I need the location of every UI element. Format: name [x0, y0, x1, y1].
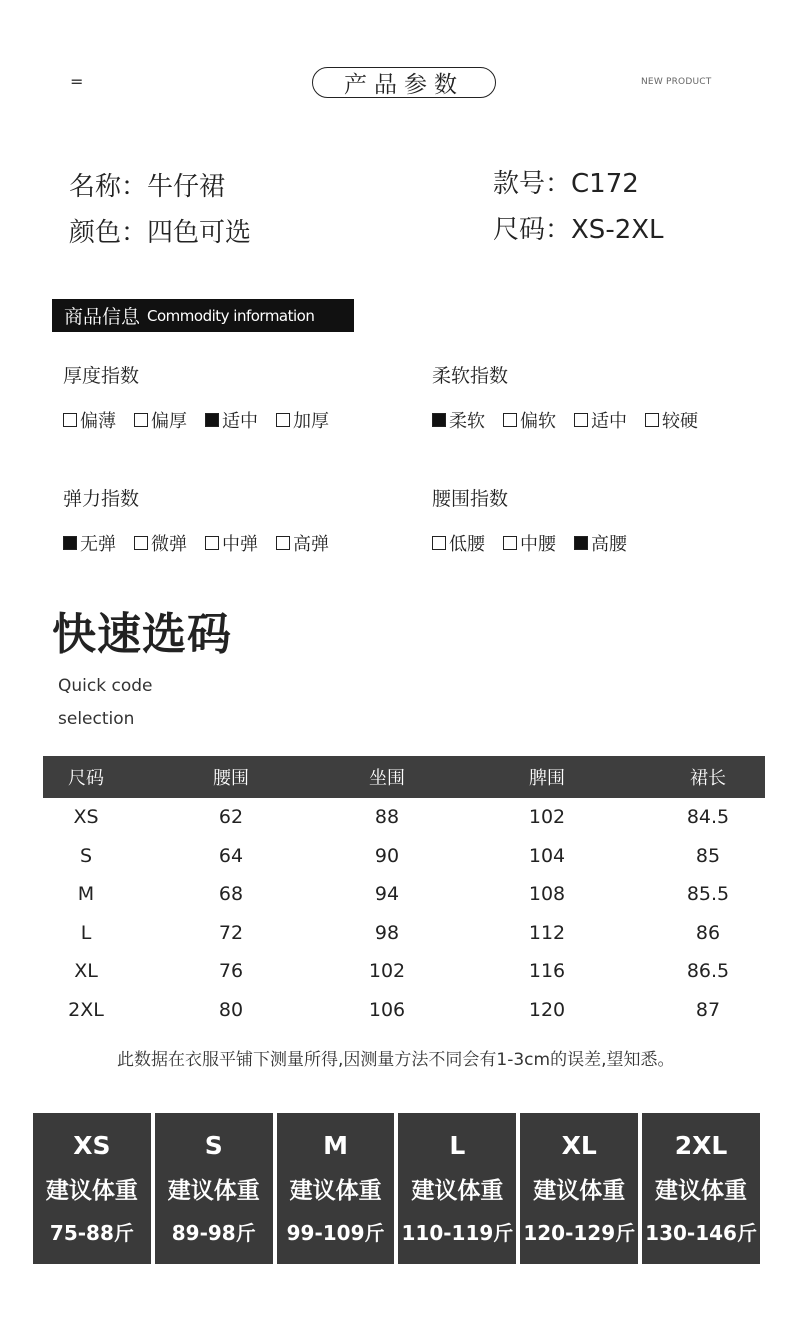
table-cell: 102 — [368, 960, 406, 983]
unchecked-box-icon — [134, 536, 148, 550]
table-row — [43, 837, 765, 876]
table-cell: XS — [73, 806, 99, 829]
index-option — [276, 407, 329, 433]
table-cell: 2XL — [68, 998, 104, 1021]
weight-card — [642, 1113, 760, 1264]
weight-cards — [33, 1113, 760, 1264]
index-option-label: 无弹 — [80, 534, 116, 555]
table-cell: 76 — [218, 960, 244, 983]
index-option-label: 适中 — [222, 411, 258, 432]
index-option-label: 加厚 — [293, 411, 329, 432]
checked-box-icon — [205, 413, 219, 427]
index-waist — [432, 484, 645, 556]
index-option-label: 高弹 — [293, 534, 329, 555]
header-cell: 脾围 — [529, 768, 565, 789]
weight-card-label: 建议体重 — [411, 1178, 504, 1204]
table-cell: XL — [74, 960, 98, 983]
weight-card-label: 建议体重 — [289, 1178, 382, 1204]
index-options — [432, 530, 645, 556]
header-cell: 裙长 — [690, 768, 726, 789]
weight-card-size: L — [449, 1131, 466, 1160]
table-cell: 62 — [218, 806, 244, 829]
index-title: 弹力指数 — [63, 488, 140, 510]
weight-card-weight: 89-98斤 — [171, 1221, 256, 1245]
spec-color: 颜色：四色可选 — [69, 218, 252, 248]
weight-card — [398, 1113, 516, 1264]
index-option-label: 偏软 — [520, 411, 556, 432]
unchecked-box-icon — [645, 413, 659, 427]
index-option-label: 中腰 — [520, 534, 556, 555]
index-option-label: 偏薄 — [80, 411, 116, 432]
measurement-note: 此数据在衣服平铺下测量所得,因测量方法不同会有1-3cm的误差,望知悉。 — [117, 1050, 675, 1070]
commodity-info-banner — [52, 299, 354, 332]
spec-size: 尺码：XS-2XL — [493, 215, 664, 245]
index-title: 柔软指数 — [432, 365, 509, 387]
index-option-label: 高腰 — [591, 534, 627, 555]
table-cell: 116 — [528, 960, 566, 983]
weight-card-weight: 130-146斤 — [645, 1221, 757, 1245]
table-cell: L — [80, 921, 92, 944]
section-title-pill — [312, 67, 496, 98]
unchecked-box-icon — [134, 413, 148, 427]
table-cell: M — [77, 883, 95, 906]
index-option — [574, 530, 627, 556]
unchecked-box-icon — [205, 536, 219, 550]
index-option — [134, 530, 187, 556]
index-option-label: 较硬 — [662, 411, 698, 432]
table-cell: 102 — [528, 806, 566, 829]
weight-card-size: M — [323, 1131, 349, 1160]
index-thickness — [63, 361, 347, 433]
quick-select-subtitle: Quick code selection — [58, 676, 153, 729]
header-cell: 坐围 — [369, 768, 405, 789]
index-option-label: 偏厚 — [151, 411, 187, 432]
index-option-label: 适中 — [591, 411, 627, 432]
table-cell: S — [79, 844, 93, 867]
table-cell: 64 — [218, 844, 244, 867]
index-option — [205, 407, 258, 433]
unchecked-box-icon — [574, 413, 588, 427]
table-cell: 104 — [528, 844, 566, 867]
index-option — [276, 530, 329, 556]
table-row — [43, 875, 765, 914]
index-options — [432, 407, 716, 433]
banner-cn: 商品信息 — [64, 306, 141, 328]
new-product-tag: NEW PRODUCT — [641, 77, 712, 87]
table-row — [43, 914, 765, 953]
table-cell: 88 — [374, 806, 400, 829]
table-cell: 85.5 — [686, 883, 730, 906]
table-row — [43, 991, 765, 1030]
index-softness — [432, 361, 716, 433]
weight-card — [277, 1113, 395, 1264]
table-cell: 84.5 — [686, 806, 730, 829]
index-options — [63, 407, 347, 433]
table-cell: 80 — [218, 998, 244, 1021]
checked-box-icon — [432, 413, 446, 427]
menu-icon: = — [70, 72, 84, 91]
unchecked-box-icon — [276, 536, 290, 550]
weight-card-weight: 99-109斤 — [286, 1221, 385, 1245]
table-cell: 90 — [374, 844, 400, 867]
index-option — [645, 407, 698, 433]
spec-model: 款号：C172 — [493, 169, 639, 199]
weight-card-size: 2XL — [674, 1131, 728, 1160]
table-cell: 120 — [528, 998, 566, 1021]
table-cell: 98 — [374, 921, 400, 944]
table-cell: 87 — [695, 998, 721, 1021]
header-cell: 尺码 — [68, 768, 104, 789]
header-cell: 腰围 — [213, 768, 249, 789]
weight-card-label: 建议体重 — [167, 1178, 260, 1204]
weight-card-size: S — [204, 1131, 223, 1160]
table-cell: 86.5 — [686, 960, 730, 983]
size-table-body — [43, 798, 765, 1029]
checked-box-icon — [574, 536, 588, 550]
unchecked-box-icon — [276, 413, 290, 427]
table-row — [43, 798, 765, 837]
weight-card-weight: 110-119斤 — [401, 1221, 514, 1245]
table-cell: 112 — [528, 921, 566, 944]
index-option — [134, 407, 187, 433]
index-option — [432, 530, 485, 556]
weight-card-size: XS — [73, 1131, 111, 1160]
table-cell: 72 — [218, 921, 244, 944]
table-cell: 106 — [368, 998, 406, 1021]
index-option — [503, 530, 556, 556]
banner-en: Commodity information — [147, 306, 315, 325]
weight-card-size: XL — [561, 1131, 597, 1160]
unchecked-box-icon — [63, 413, 77, 427]
index-title: 厚度指数 — [63, 365, 140, 387]
table-cell: 94 — [374, 883, 400, 906]
table-cell: 68 — [218, 883, 244, 906]
size-table — [43, 756, 765, 1029]
weight-card-weight: 120-129斤 — [523, 1221, 636, 1245]
section-title: 产品参数 — [344, 72, 464, 98]
table-cell: 85 — [695, 844, 721, 867]
quick-select-title: 快速选码 — [52, 609, 232, 660]
table-row — [43, 952, 765, 991]
table-cell: 86 — [695, 921, 721, 944]
index-option — [503, 407, 556, 433]
weight-card — [33, 1113, 151, 1264]
index-title: 腰围指数 — [432, 488, 509, 510]
index-option-label: 中弹 — [222, 534, 258, 555]
index-option-label: 低腰 — [449, 534, 485, 555]
index-option — [63, 407, 116, 433]
index-option-label: 微弹 — [151, 534, 187, 555]
index-option-label: 柔软 — [449, 411, 485, 432]
weight-card — [155, 1113, 273, 1264]
index-option — [205, 530, 258, 556]
weight-card-label: 建议体重 — [655, 1178, 748, 1204]
table-cell: 108 — [528, 883, 566, 906]
index-options — [63, 530, 347, 556]
unchecked-box-icon — [432, 536, 446, 550]
checked-box-icon — [63, 536, 77, 550]
weight-card-label: 建议体重 — [45, 1178, 138, 1204]
weight-card — [520, 1113, 638, 1264]
index-option — [432, 407, 485, 433]
index-elasticity — [63, 484, 347, 556]
weight-card-weight: 75-88斤 — [49, 1221, 134, 1245]
weight-card-label: 建议体重 — [533, 1178, 626, 1204]
index-option — [574, 407, 627, 433]
unchecked-box-icon — [503, 536, 517, 550]
size-table-header — [43, 756, 765, 798]
spec-name: 名称：牛仔裙 — [69, 172, 226, 202]
index-option — [63, 530, 116, 556]
unchecked-box-icon — [503, 413, 517, 427]
